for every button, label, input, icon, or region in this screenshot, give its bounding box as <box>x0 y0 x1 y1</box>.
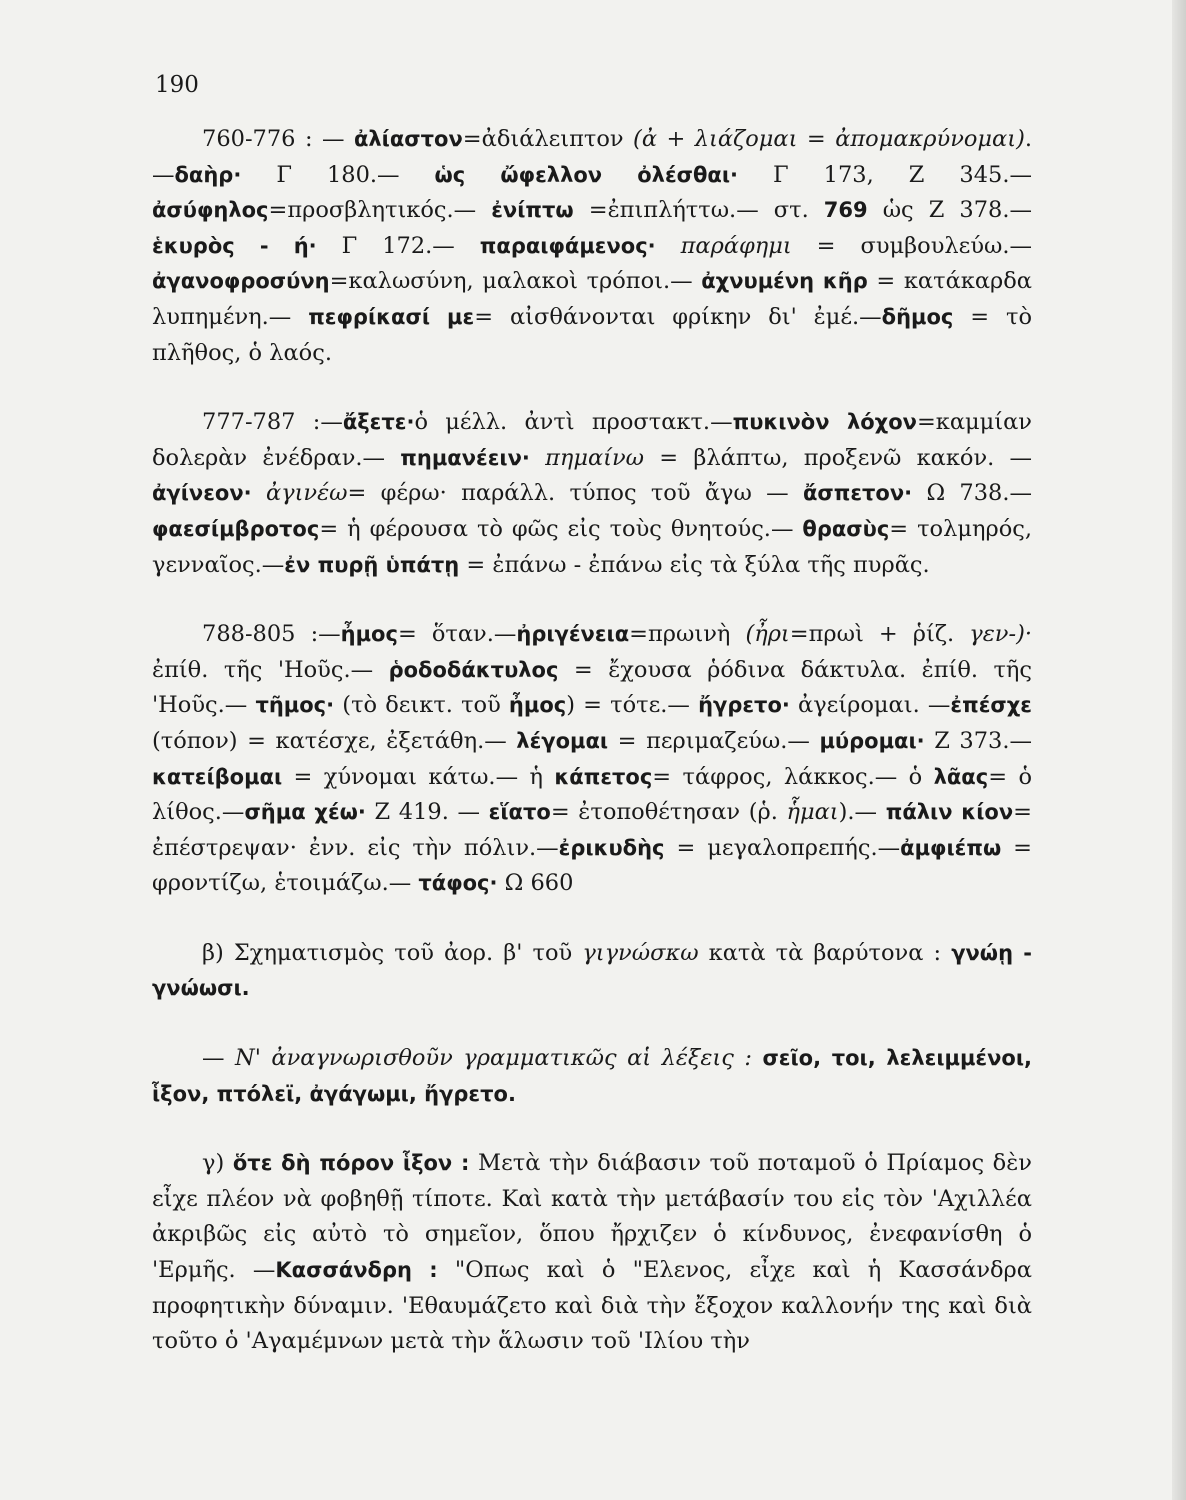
text-run: ἀγείρομαι. — <box>789 692 951 719</box>
page-edge <box>1172 0 1186 1500</box>
headword: ἄσπετον· <box>802 481 913 506</box>
headword: γνώῃ - γνώωσι. <box>152 940 1032 1001</box>
text-run: 760-776 : — <box>202 126 354 152</box>
text-run: =καλωσύνη, μαλακοὶ τρόποι.— <box>329 268 702 295</box>
text-run <box>530 445 545 471</box>
text-run <box>252 480 266 506</box>
text-run: = χύνομαι κάτω.— ἡ <box>282 763 555 790</box>
text-run: γ) <box>202 1150 233 1177</box>
text-run: ὁ μέλλ. ἀντὶ προστακτ.— <box>414 409 733 436</box>
text-run: = ἡ φέρουσα τὸ φῶς εἰς τοὺς θνητούς.— <box>319 515 803 542</box>
text-run: β) Σχηματισμὸς τοῦ ἀορ. β' τοῦ <box>202 939 583 966</box>
headword: εἵατο <box>488 800 551 825</box>
text-run: 788-805 :— <box>202 621 341 648</box>
headword: πάλιν κίον <box>885 800 1014 825</box>
text-run: = μεγαλοπρεπής.— <box>664 834 901 861</box>
headword: λᾶας <box>933 764 989 789</box>
text-run: =πρωὶ + ῥίζ. <box>789 621 970 648</box>
headword: πεφρίκασί με <box>308 304 475 329</box>
text-run: (τὸ δεικτ. τοῦ <box>334 692 509 719</box>
text-run: =πρωινὴ <box>629 621 746 648</box>
headword: σῆμα χέω· <box>244 800 366 825</box>
italic-text: πημαίνω <box>545 444 645 471</box>
text-run: = ἐτοποθέτησαν (ῥ. <box>550 799 787 826</box>
text-run: =καμμίαν δολερὰν ἐνέδραν.— <box>152 409 1032 471</box>
text-run: Ζ 373.— <box>924 727 1032 754</box>
text-run: = συμβουλεύω.— <box>791 232 1032 259</box>
italic-text: ἀγινέω <box>265 480 348 507</box>
headword: ἄξετε· <box>342 410 415 435</box>
text-run: Γ 173, Ζ 345.— <box>738 161 1032 188</box>
text-run: = ὅταν.— <box>397 621 517 648</box>
text-run: Γ 172.— <box>316 232 480 259</box>
text-run: = περιμαζεύω.— <box>608 727 820 754</box>
italic-text: γιγνώσκω <box>582 939 699 966</box>
text-run: Μετὰ τὴν διάβασιν τοῦ ποταμοῦ ὁ Πρίαμος δὲν εἶχε πλέον νὰ φοβηθῇ τίποτε. Καὶ κατὰ τὴν μετάβασίν του εἰς τὸν 'Αχιλλέα ἀκριβῶς εἰς αὐτὸ τὸ σημεῖον, ὅπου ἤρχιζεν ὁ κίνδυνος, ἐνεφανίσθη ὁ 'Ερμῆς. — <box>152 1150 1032 1284</box>
text-run: "Οπως καὶ ὁ "Ελενος, εἶχε καὶ ἡ Κασσάνδρα προφητικὴν δύναμιν. 'Εθαυμάζετο καὶ διὰ τὴν ἔξοχον καλλονήν της καὶ διὰ τοῦτο ὁ 'Αγαμέμνων μετὰ τὴν ἅλωσιν τοῦ 'Ιλίου τὴν <box>152 1257 1032 1355</box>
text-run: ).— <box>838 799 886 826</box>
text-run: — <box>202 1045 236 1072</box>
italic-text: (ἀ + λιάζομαι = ἀπομακρύνομαι) <box>633 126 1025 152</box>
text-run: = φέρω· παράλλ. τύπος τοῦ ἄγω — <box>347 480 803 507</box>
text-run: = τάφρος, λάκκος.— ὁ <box>652 763 934 790</box>
text-run: 777-787 :— <box>202 409 343 436</box>
paragraph-p4 <box>152 936 1032 1007</box>
paragraph-p6 <box>152 1146 1032 1360</box>
headword: ἀσύφηλος <box>152 198 269 223</box>
page-body <box>152 122 1032 1360</box>
paragraph-p2 <box>152 405 1032 583</box>
headword: πυκινὸν λόχον <box>732 410 917 435</box>
italic-text: γεν-)· <box>969 621 1032 648</box>
headword: πημανέειν· <box>400 445 530 470</box>
headword: λέγομαι <box>516 728 609 753</box>
text-run: ) = τότε.— <box>566 692 699 719</box>
headword: ἐνίπτω <box>491 198 574 223</box>
text-run: Ω 738.— <box>912 480 1033 507</box>
text-run <box>752 1045 763 1071</box>
headword: ἤγρετο· <box>698 693 790 718</box>
headword: παραιφάμενος· <box>479 233 656 258</box>
paragraph-p3 <box>152 617 1032 902</box>
headword: ἦμος <box>340 622 398 647</box>
headword: δῆμος <box>881 304 954 329</box>
text-run: = φροντίζω, ἑτοιμάζω.— <box>152 834 1032 897</box>
italic-text: (ἦρι <box>745 621 790 648</box>
text-run: (τόπον) = κατέσχε, ἐξετάθη.— <box>152 727 517 754</box>
headword: ἠριγένεια <box>516 622 630 647</box>
headword: ἀχνυμένη κῆρ <box>701 269 868 294</box>
headword: κάπετος <box>554 764 653 789</box>
paragraph-p5 <box>152 1041 1032 1112</box>
italic-text: ἧμαι <box>786 799 839 826</box>
italic-text: Ν' ἀναγνωρισθοῦν γραμματικῶς αἱ λέξεις : <box>235 1045 752 1072</box>
text-run: Ζ 419. — <box>365 799 489 826</box>
text-run: Γ 180.— <box>241 161 435 188</box>
text-run: = ἐπάνω - ἐπάνω εἰς τὰ ξύλα τῆς πυρᾶς. <box>459 551 930 578</box>
text-run: = τολμηρός, γενναῖος.— <box>152 515 1032 578</box>
headword: ὡς ὤφελλον ὀλέσθαι· <box>434 162 739 187</box>
headword: δαὴρ· <box>174 162 242 187</box>
text-run: = αἰσθάνονται φρίκην δι' ἐμέ.— <box>474 303 882 330</box>
headword: τῆμος· <box>255 693 335 718</box>
headword: ἀμφιέπω <box>900 835 1002 860</box>
headword: ἦμος <box>508 693 567 718</box>
text-run: .— <box>152 126 1033 188</box>
headword: φαεσίμβροτος <box>152 516 320 541</box>
headword: ἑκυρὸς - ή· <box>152 233 317 258</box>
text-run: Ω 660 <box>497 870 574 897</box>
headword: ἀγανοφροσύνη <box>152 269 330 294</box>
page-number: 190 <box>155 72 199 98</box>
text-run: = τὸ πλῆθος, ὁ λαός. <box>152 303 1033 366</box>
headword: κατείβομαι <box>152 764 283 789</box>
headword: ὅτε δὴ πόρον ἷξον : <box>232 1151 470 1176</box>
text-run: = ἐπέστρεψαν· ἐνν. εἰς τὴν πόλιν.— <box>152 799 1033 861</box>
headword: μύρομαι· <box>819 728 925 753</box>
text-run <box>656 233 681 259</box>
headword: 769 <box>823 198 868 223</box>
headword: τάφος· <box>418 871 498 896</box>
headword: ῥοδοδάκτυλος <box>388 657 559 682</box>
headword: ἀλίαστον <box>353 127 463 151</box>
headword: ἐπέσχε <box>950 693 1032 718</box>
text-run: ὡς Ζ 378.— <box>867 197 1033 224</box>
headword: ἀγίνεον· <box>152 481 252 506</box>
paragraph-p1 <box>152 122 1032 371</box>
italic-text: παράφημι <box>680 232 792 259</box>
headword: θρασὺς <box>802 516 890 541</box>
text-run: = ἔχουσα ῥόδινα δάκτυλα. ἐπίθ. τῆς 'Ηοῦς.— <box>152 656 1033 719</box>
text-run: κατὰ τὰ βαρύτονα : <box>698 939 952 966</box>
text-run: =ἐπιπλήττω.— στ. <box>573 197 824 224</box>
text-run: =προσβλητικός.— <box>268 197 492 224</box>
headword: ἐν πυρῇ ὑπάτῃ <box>284 552 460 577</box>
text-run: ἐπίθ. τῆς 'Ηοῦς.— <box>152 656 389 683</box>
text-run: = κατάκαρδα λυπημένη.— <box>152 268 1032 330</box>
headword: Κασσάνδρη : <box>275 1258 438 1283</box>
text-run: = ὁ λίθος.— <box>152 763 1032 826</box>
headword: ἐρικυδὴς <box>558 835 665 860</box>
headword: σεῖο, τοι, λελειμμένοι, ἷξον, πτόλεϊ, ἀγάγωμι, ἤγρετο. <box>152 1046 1033 1106</box>
text-run: =ἀδιάλειπτον <box>462 126 634 152</box>
text-run: = βλάπτω, προξενῶ κακόν. — <box>644 444 1033 471</box>
